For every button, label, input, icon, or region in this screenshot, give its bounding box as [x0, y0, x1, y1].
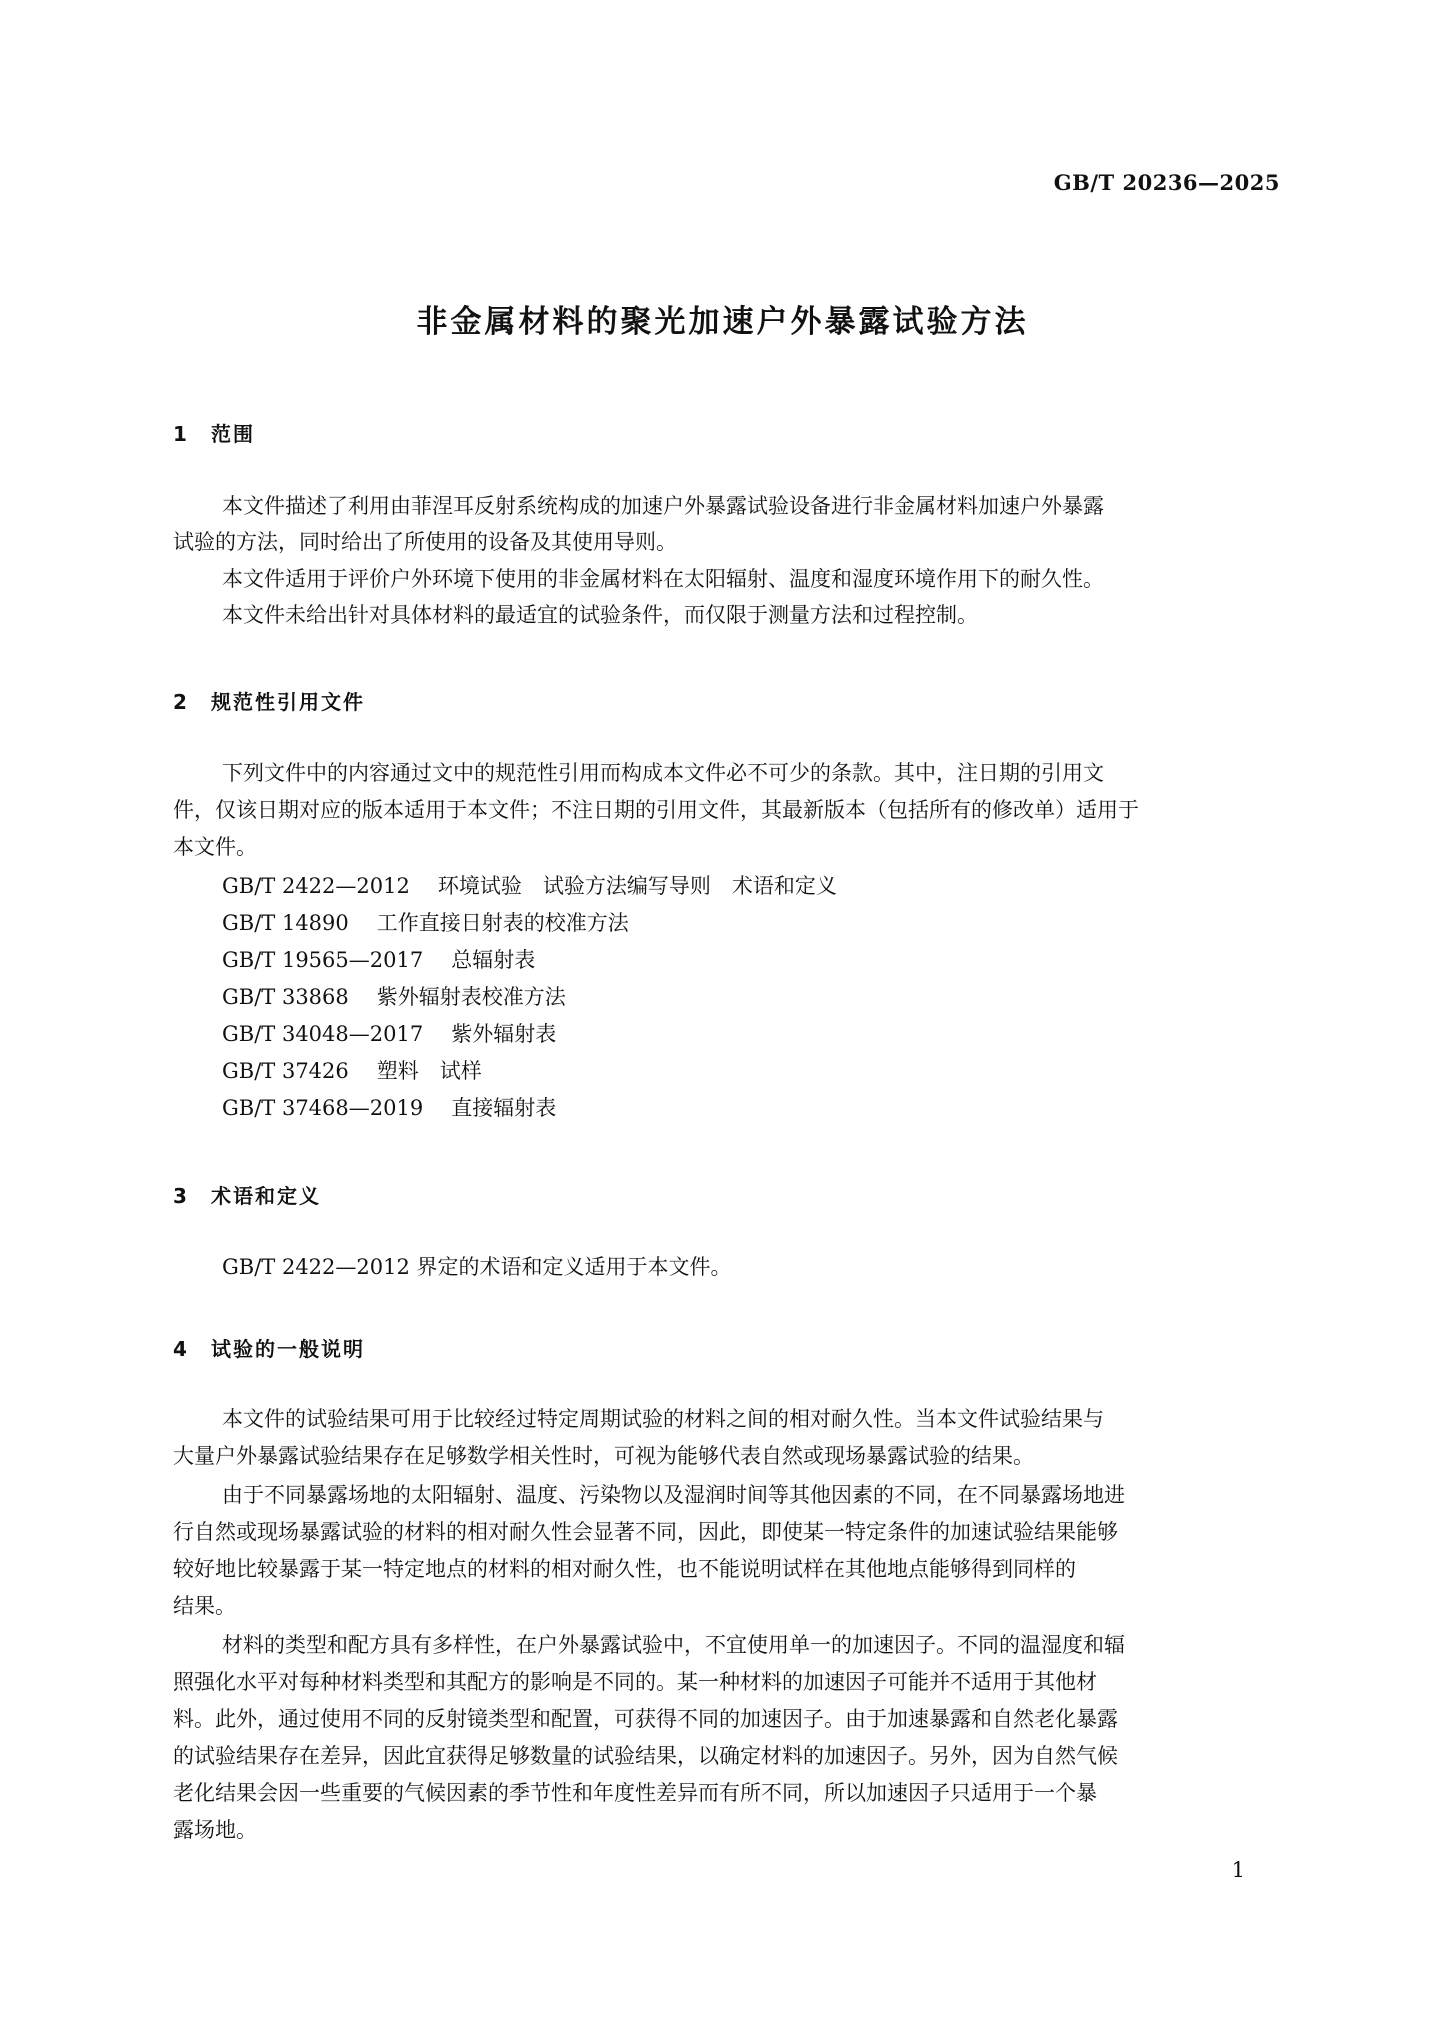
- reference-item: [222, 1055, 482, 1087]
- reference-title: 紫外辐射表校准方法: [376, 985, 566, 1009]
- reference-code: GB/T 2422—2012: [222, 874, 410, 898]
- paragraph-line: 下列文件中的内容通过文中的规范性引用而构成本文件必不可少的条款。其中，注日期的引用文: [222, 761, 1104, 785]
- section-number: 1: [173, 422, 189, 446]
- reference-title: 总辐射表: [451, 948, 536, 972]
- paragraph-line: 露场地。: [173, 1818, 257, 1842]
- section-heading-3: [173, 1180, 321, 1209]
- reference-code: GB/T 37426: [222, 1059, 349, 1083]
- section-title: 术语和定义: [211, 1184, 321, 1208]
- paragraph-line: 料。此外，通过使用不同的反射镜类型和配置，可获得不同的加速因子。由于加速暴露和自然老化暴露: [173, 1707, 1118, 1731]
- document-title: 非金属材料的聚光加速户外暴露试验方法: [416, 304, 1029, 340]
- section-heading-2: [173, 686, 365, 715]
- reference-title: 直接辐射表: [451, 1096, 557, 1120]
- reference-code: GB/T 14890: [222, 911, 349, 935]
- paragraph-line: 大量户外暴露试验结果存在足够数学相关性时，可视为能够代表自然或现场暴露试验的结果。: [173, 1444, 1034, 1468]
- reference-title: 环境试验 试验方法编写导则 术语和定义: [437, 874, 837, 898]
- section-number: 4: [173, 1337, 189, 1361]
- paragraph-line: 材料的类型和配方具有多样性，在户外暴露试验中，不宜使用单一的加速因子。不同的温湿度和辐: [222, 1633, 1125, 1657]
- paragraph-line: 照强化水平对每种材料类型和其配方的影响是不同的。某一种材料的加速因子可能并不适用于其他材: [173, 1670, 1097, 1694]
- paragraph-line: 行自然或现场暴露试验的材料的相对耐久性会显著不同，因此，即使某一特定条件的加速试验结果能够: [173, 1520, 1118, 1544]
- paragraph-line: 老化结果会因一些重要的气候因素的季节性和年度性差异而有所不同，所以加速因子只适用于一个暴: [173, 1781, 1097, 1805]
- reference-code: GB/T 37468—2019: [222, 1096, 424, 1120]
- reference-code: GB/T 19565—2017: [222, 948, 424, 972]
- page-number: 1: [1231, 1858, 1245, 1882]
- section-number: 2: [173, 690, 189, 714]
- reference-item: [222, 870, 837, 902]
- reference-item: [222, 981, 566, 1013]
- reference-code: GB/T 33868: [222, 985, 349, 1009]
- paragraph-line: 本文件适用于评价户外环境下使用的非金属材料在太阳辐射、温度和湿度环境作用下的耐久性。: [222, 567, 1104, 591]
- paragraph-line: 结果。: [173, 1594, 236, 1618]
- paragraph-line: 较好地比较暴露于某一特定地点的材料的相对耐久性，也不能说明试样在其他地点能够得到同样的: [173, 1557, 1076, 1581]
- paragraph-line: 件，仅该日期对应的版本适用于本文件；不注日期的引用文件，其最新版本（包括所有的修改单）适用于: [173, 798, 1139, 822]
- paragraph-line: 本文件的试验结果可用于比较经过特定周期试验的材料之间的相对耐久性。当本文件试验结果与: [222, 1407, 1104, 1431]
- paragraph-line: GB/T 2422—2012 界定的术语和定义适用于本文件。: [222, 1255, 732, 1279]
- reference-item: [222, 907, 629, 939]
- section-heading-4: [173, 1333, 365, 1362]
- paragraph-line: 本文件。: [173, 835, 257, 859]
- reference-item: [222, 944, 535, 976]
- paragraph-line: 本文件未给出针对具体材料的最适宜的试验条件，而仅限于测量方法和过程控制。: [222, 603, 978, 627]
- standard-number-header: GB/T 20236—2025: [1053, 170, 1280, 195]
- paragraph-line: 本文件描述了利用由菲涅耳反射系统构成的加速户外暴露试验设备进行非金属材料加速户外暴露: [222, 494, 1104, 518]
- paragraph-line: 的试验结果存在差异，因此宜获得足够数量的试验结果，以确定材料的加速因子。另外，因为自然气候: [173, 1744, 1118, 1768]
- section-title: 范围: [211, 422, 255, 446]
- reference-title: 塑料 试样: [376, 1059, 482, 1083]
- section-number: 3: [173, 1184, 189, 1208]
- reference-code: GB/T 34048—2017: [222, 1022, 424, 1046]
- reference-title: 紫外辐射表: [451, 1022, 557, 1046]
- paragraph-line: 由于不同暴露场地的太阳辐射、温度、污染物以及湿润时间等其他因素的不同，在不同暴露场地进: [222, 1483, 1125, 1507]
- section-heading-1: [173, 418, 255, 447]
- section-title: 规范性引用文件: [211, 690, 365, 714]
- reference-title: 工作直接日射表的校准方法: [376, 911, 629, 935]
- section-title: 试验的一般说明: [211, 1337, 365, 1361]
- reference-item: [222, 1018, 556, 1050]
- reference-item: [222, 1092, 556, 1124]
- paragraph-line: 试验的方法，同时给出了所使用的设备及其使用导则。: [173, 530, 677, 554]
